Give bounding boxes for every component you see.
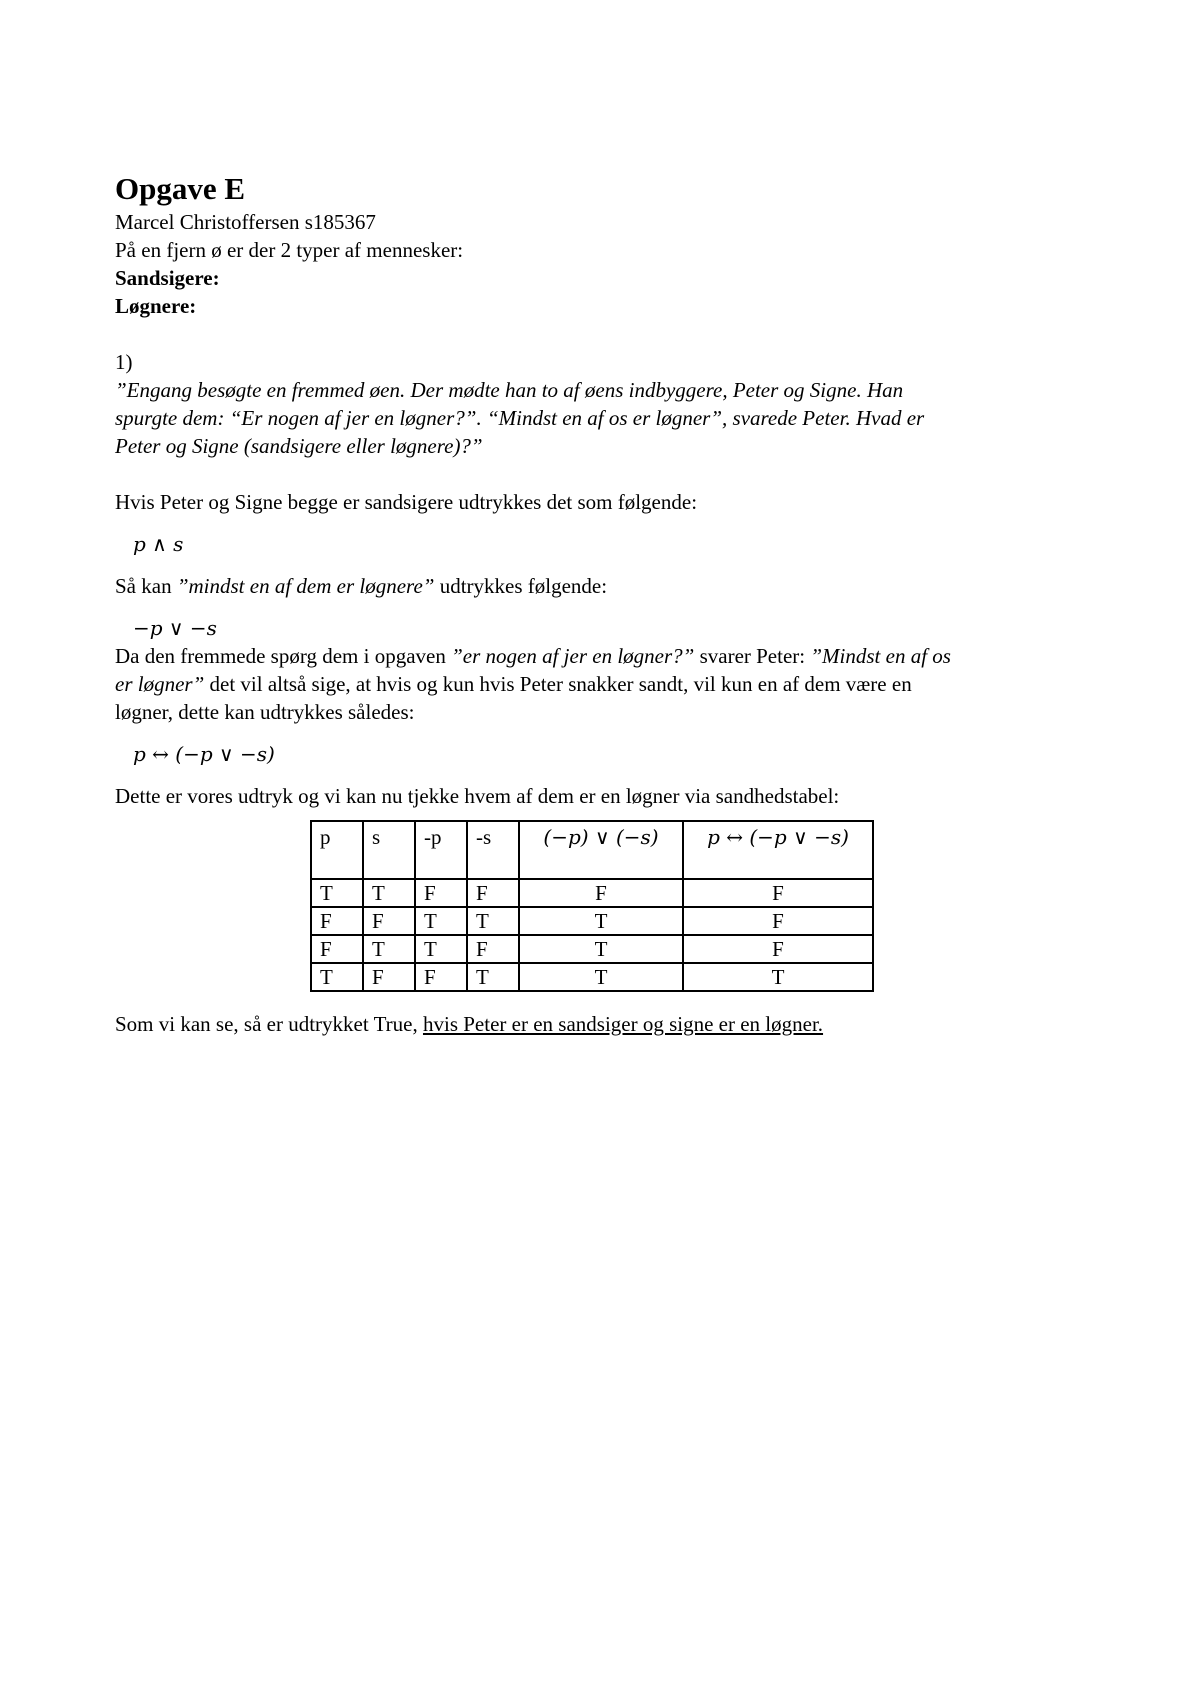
type-truthtellers: Sandsigere: (115, 266, 220, 290)
paragraph-explanation-line-3: løgner, dette kan udtrykkes således: (115, 700, 415, 724)
conclusion-paragraph: Som vi kan se, så er udtrykket True, hvis Peter er en sandsiger og signe er en løgner. (115, 1012, 824, 1036)
table-row: T T F F F F (311, 879, 873, 907)
formula-disjunction: −p ∨ −s (133, 616, 217, 640)
header-biconditional: p ↔ (−p ∨ −s) (683, 821, 873, 879)
question-quote-line-1: ”Engang besøgte en fremmed øen. Der mødte han to af øens indbyggere, Peter og Signe. Han (115, 378, 904, 402)
page-title: Opgave E (115, 171, 246, 206)
header-not-p: -p (415, 821, 467, 879)
intro-line: På en fjern ø er der 2 typer af mennesker: (115, 238, 464, 262)
conclusion-underlined: hvis Peter er en sandsiger og signe er en løgner. (422, 1012, 824, 1036)
type-liars: Løgnere: (115, 294, 197, 318)
paragraph-both-truthful: Hvis Peter og Signe begge er sandsigere udtrykkes det som følgende: (115, 490, 698, 514)
question-quote-line-2: spurgte dem: “Er nogen af jer en løgner?”. “Mindst en af os er løgner”, svarede Peter. Hvad er (115, 406, 925, 430)
formula-biconditional: p ↔ (−p ∨ −s) (133, 742, 275, 766)
paragraph-explanation-line-2: er løgner” det vil altså sige, at hvis og kun hvis Peter snakker sandt, vil kun en af dem være en (115, 672, 912, 696)
truth-table (310, 820, 874, 992)
table-row: F T T F T F (311, 935, 873, 963)
paragraph-explanation-line-1: Da den fremmede spørg dem i opgaven ”er nogen af jer en løgner?” svarer Peter: ”Mindst en af os (115, 644, 951, 668)
header-not-s: -s (467, 821, 519, 879)
truth-table-header-row (311, 821, 873, 879)
table-row: F F T T T F (311, 907, 873, 935)
question-number: 1) (115, 350, 133, 374)
header-disjunction: (−p) ∨ (−s) (519, 821, 683, 879)
header-s: s (363, 821, 415, 879)
document-page (115, 170, 1095, 1038)
paragraph-truth-table-intro: Dette er vores udtryk og vi kan nu tjekke hvem af dem er en løgner via sandhedstabel: (115, 784, 840, 808)
paragraph-at-least-one-liar: Så kan ”mindst en af dem er løgnere” udtrykkes følgende: (115, 574, 608, 598)
formula-conjunction: p ∧ s (133, 532, 184, 556)
question-quote-line-3: Peter og Signe (sandsigere eller løgnere)?” (115, 434, 483, 458)
table-row: T F F T T T (311, 963, 873, 991)
header-p: p (311, 821, 363, 879)
author-line: Marcel Christoffersen s185367 (115, 210, 376, 234)
